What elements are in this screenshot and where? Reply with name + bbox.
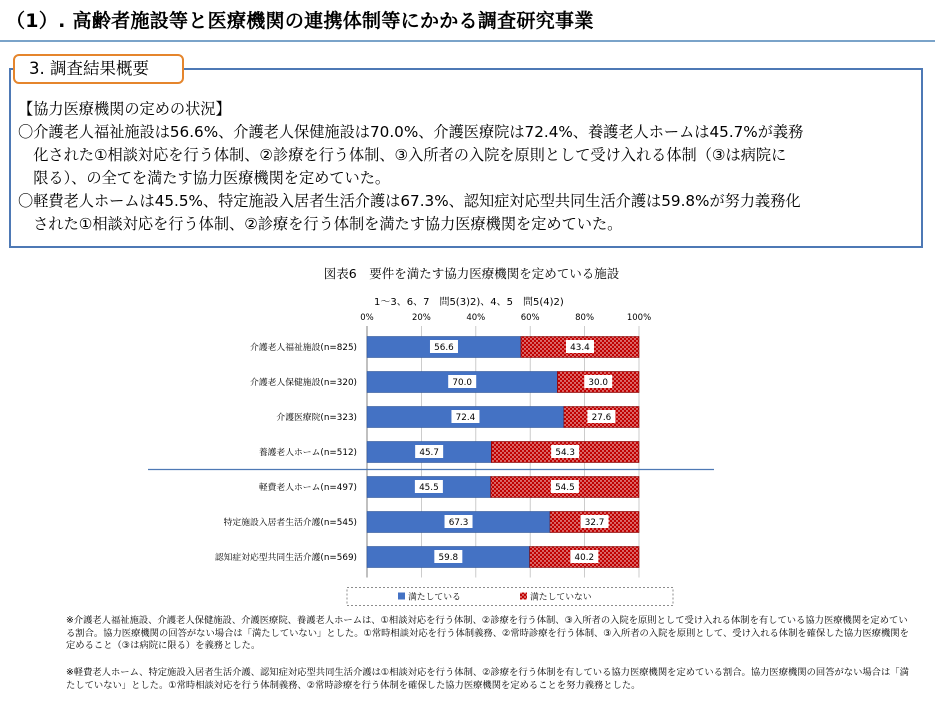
legend-box	[347, 588, 673, 606]
x-tick-label: 0%	[360, 313, 374, 323]
title-divider	[0, 40, 935, 42]
legend-swatch-not-satisfied	[520, 593, 527, 600]
category-label: 介護老人保健施設(n=320)	[250, 378, 357, 388]
summary-line: 化された①相談対応を行う体制、②診療を行う体制、③入所者の入院を原則として受け入れる体制（③は病院に	[18, 146, 787, 164]
value-label: 54.3	[555, 448, 575, 458]
value-label: 30.0	[588, 378, 608, 388]
category-label: 軽費老人ホーム(n=497)	[258, 483, 357, 493]
summary-line: された①相談対応を行う体制、②診療を行う体制を満たす協力医療機関を定めていた。	[18, 215, 623, 233]
value-label: 70.0	[452, 378, 472, 388]
category-label: 介護老人福祉施設(n=825)	[250, 343, 357, 353]
footnote-2: ※軽費老人ホーム、特定施設入居者生活介護、認知症対応型共同生活介護は①相談対応を行う体制、②診療を行う体制を有している協力医療機関を定めている割合。協力医療機関の回答がない場合は「満たしていない」とした。①常時相談対応を行う体制義務、②常時診療を行う体制を確保した協力医療機関を定めることを努力義務とした。	[66, 667, 909, 691]
category-label: 認知症対応型共同生活介護(n=569)	[214, 553, 357, 563]
value-label: 59.8	[438, 553, 459, 563]
legend-label-not-satisfied: 満たしていない	[530, 592, 592, 603]
value-label: 54.5	[555, 483, 575, 493]
stacked-bar-chart	[0, 300, 935, 610]
summary-heading: 【協力医療機関の定めの状況】	[18, 100, 231, 118]
section-label: 3. 調査結果概要	[13, 54, 184, 84]
x-tick-label: 80%	[575, 313, 595, 323]
value-label: 40.2	[574, 553, 595, 563]
value-label: 32.7	[584, 518, 605, 528]
category-label: 介護医療院(n=323)	[276, 413, 357, 423]
category-label: 養護老人ホーム(n=512)	[258, 448, 357, 458]
value-label: 43.4	[570, 343, 590, 353]
summary-line: 限る）、の全てを満たす協力医療機関を定めていた。	[18, 169, 391, 187]
value-label: 45.7	[419, 448, 439, 458]
summary-line: 〇軽費老人ホームは45.5%、特定施設入居者生活介護は67.3%、認知症対応型共同生活介護は59.8%が努力義務化	[18, 192, 801, 210]
chart-title: 図表6 要件を満たす協力医療機関を定めている施設	[323, 266, 620, 281]
chart-subtitle: 1～3、6、7 問5(3)2)、4、5 問5(4)2)	[374, 297, 564, 308]
legend-label-satisfied: 満たしている	[408, 592, 461, 603]
category-label: 特定施設入居者生活介護(n=545)	[223, 518, 357, 528]
legend-swatch-satisfied	[398, 593, 405, 600]
x-tick-label: 40%	[466, 313, 486, 323]
x-tick-label: 60%	[520, 313, 540, 323]
x-tick-label: 20%	[411, 313, 431, 323]
value-label: 72.4	[455, 413, 476, 423]
value-label: 45.5	[419, 483, 439, 493]
value-label: 56.6	[434, 343, 454, 353]
page-title: （1）. 高齢者施設等と医療機関の連携体制等にかかる調査研究事業	[6, 10, 594, 32]
value-label: 67.3	[448, 518, 469, 528]
x-tick-label: 100%	[626, 313, 652, 323]
value-label: 27.6	[591, 413, 612, 423]
summary-line: 〇介護老人福祉施設は56.6%、介護老人保健施設は70.0%、介護医療院は72.4%、養護老人ホームは45.7%が義務	[18, 123, 804, 141]
footnote-1: ※介護老人福祉施設、介護老人保健施設、介護医療院、養護老人ホームは、①相談対応を行う体制、②診療を行う体制、③入所者の入院を原則として受け入れる体制を有している協力医療機関を定めている割合。協力医療機関の回答がない場合は「満たしていない」とした。①常時相談対応を行う体制義務、②常時診療を行う体制、③入所者の入院を原則として、受け入れる体制を確保した協力医療機関を定めること（③は病院に限る）を義務とした。	[66, 615, 909, 651]
summary-text	[18, 98, 918, 236]
